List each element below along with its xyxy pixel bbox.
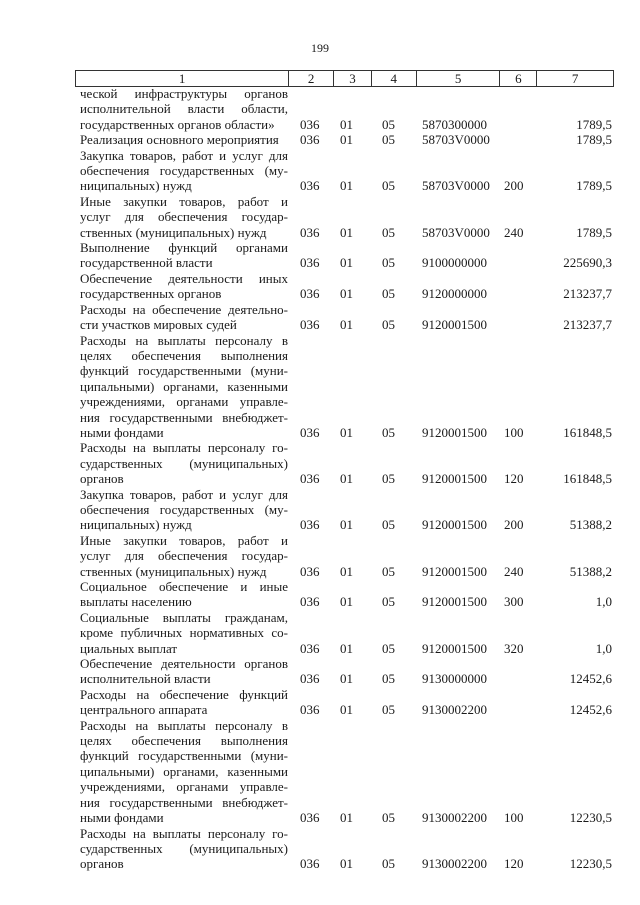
description-line: услуг для обеспечения государ- xyxy=(80,548,288,564)
target-article-code: 9120000000 xyxy=(422,286,487,302)
target-article-code: 58703V0000 xyxy=(422,178,490,194)
target-article-code: 9120001500 xyxy=(422,424,487,440)
header-col-2: 2 xyxy=(289,71,334,86)
description-line: Расходы на выплаты персоналу в xyxy=(80,717,288,733)
subsection-code: 05 xyxy=(382,594,395,610)
table-row xyxy=(0,826,640,872)
expense-type-code: 120 xyxy=(504,856,524,872)
expense-type-code: 300 xyxy=(504,594,524,610)
description-line: органов xyxy=(80,471,124,487)
ministry-code: 036 xyxy=(300,856,320,872)
section-code: 01 xyxy=(340,286,353,302)
description-line: Расходы на выплаты персоналу го- xyxy=(80,825,288,841)
expense-type-code: 100 xyxy=(504,424,524,440)
section-code: 01 xyxy=(340,594,353,610)
description-line: ными фондами xyxy=(80,424,164,440)
target-article-code: 9120001500 xyxy=(422,563,487,579)
expense-type-code: 200 xyxy=(504,178,524,194)
target-article-code: 9130002200 xyxy=(422,702,487,718)
target-article-code: 9120001500 xyxy=(422,471,487,487)
amount: 161848,5 xyxy=(563,424,612,440)
row-description xyxy=(80,533,288,579)
row-description xyxy=(80,132,288,147)
table-row xyxy=(0,333,640,441)
ministry-code: 036 xyxy=(300,116,320,132)
row-description xyxy=(80,487,288,533)
section-code: 01 xyxy=(340,671,353,687)
row-description xyxy=(80,656,288,687)
description-line: Закупка товаров, работ и услуг для xyxy=(80,486,288,502)
amount: 1789,5 xyxy=(576,178,612,194)
ministry-code: 036 xyxy=(300,517,320,533)
description-line: учреждениями, органами управле- xyxy=(80,779,288,795)
description-line: учреждениями, органами управле- xyxy=(80,394,288,410)
amount: 12230,5 xyxy=(569,810,612,826)
ministry-code: 036 xyxy=(300,563,320,579)
description-line: ния государственными внебюджет- xyxy=(80,409,288,425)
ministry-code: 036 xyxy=(300,255,320,271)
expense-type-code: 200 xyxy=(504,517,524,533)
amount: 51388,2 xyxy=(569,517,612,533)
target-article-code: 9120001500 xyxy=(422,517,487,533)
ministry-code: 036 xyxy=(300,640,320,656)
description-line: Расходы на выплаты персоналу в xyxy=(80,332,288,348)
subsection-code: 05 xyxy=(382,424,395,440)
description-line: Реализация основного мероприятия xyxy=(80,132,279,148)
description-line: обеспечения государственных (му- xyxy=(80,163,288,179)
amount: 213237,7 xyxy=(563,317,612,333)
ministry-code: 036 xyxy=(300,594,320,610)
row-description xyxy=(80,826,288,872)
ministry-code: 036 xyxy=(300,471,320,487)
description-line: Социальное обеспечение и иные xyxy=(80,579,288,594)
subsection-code: 05 xyxy=(382,640,395,656)
target-article-code: 58703V0000 xyxy=(422,224,490,240)
description-line: кроме публичных нормативных со- xyxy=(80,625,288,641)
section-code: 01 xyxy=(340,224,353,240)
description-line: Расходы на обеспечение функций xyxy=(80,686,288,702)
description-line: циальных выплат xyxy=(80,640,178,656)
section-code: 01 xyxy=(340,702,353,718)
amount: 1789,5 xyxy=(576,224,612,240)
expense-type-code: 240 xyxy=(504,224,524,240)
description-line: ципальными) органами, казенными xyxy=(80,378,288,394)
target-article-code: 9130002200 xyxy=(422,810,487,826)
table-row xyxy=(0,656,640,687)
amount: 12452,6 xyxy=(569,702,612,718)
amount: 1789,5 xyxy=(576,116,612,132)
table-row xyxy=(0,240,640,271)
target-article-code: 9120001500 xyxy=(422,640,487,656)
section-code: 01 xyxy=(340,132,353,148)
description-line: ственных (муниципальных) нужд xyxy=(80,224,267,240)
description-line: Иные закупки товаров, работ и xyxy=(80,532,288,548)
description-line: Иные закупки товаров, работ и xyxy=(80,193,288,209)
description-line: ния государственными внебюджет- xyxy=(80,794,288,810)
subsection-code: 05 xyxy=(382,471,395,487)
section-code: 01 xyxy=(340,471,353,487)
description-line: сти участков мировых судей xyxy=(80,317,237,333)
table-row xyxy=(0,132,640,147)
description-line: Закупка товаров, работ и услуг для xyxy=(80,147,288,163)
row-description xyxy=(80,687,288,718)
amount: 1789,5 xyxy=(576,132,612,148)
row-description xyxy=(80,240,288,271)
subsection-code: 05 xyxy=(382,255,395,271)
description-line: сударственных (муниципальных) xyxy=(80,840,288,856)
row-description xyxy=(80,271,288,302)
expense-type-code: 120 xyxy=(504,471,524,487)
amount: 12230,5 xyxy=(569,856,612,872)
description-line: обеспечения государственных (му- xyxy=(80,501,288,517)
amount: 161848,5 xyxy=(563,471,612,487)
amount: 213237,7 xyxy=(563,286,612,302)
description-line: государственных органов xyxy=(80,286,222,302)
description-line: Обеспечение деятельности органов xyxy=(80,656,288,672)
subsection-code: 05 xyxy=(382,178,395,194)
subsection-code: 05 xyxy=(382,671,395,687)
row-description xyxy=(80,148,288,194)
ministry-code: 036 xyxy=(300,132,320,148)
header-col-6: 6 xyxy=(500,71,537,86)
header-col-7: 7 xyxy=(571,71,579,86)
description-line: Расходы на выплаты персоналу го- xyxy=(80,440,288,456)
target-article-code: 5870300000 xyxy=(422,116,487,132)
description-line: услуг для обеспечения государ- xyxy=(80,209,288,225)
header-col-4: 4 xyxy=(372,71,417,86)
table-row xyxy=(0,271,640,302)
section-code: 01 xyxy=(340,116,353,132)
row-description xyxy=(80,718,288,826)
table-row xyxy=(0,194,640,240)
table-row xyxy=(0,487,640,533)
target-article-code: 9120001500 xyxy=(422,594,487,610)
description-line: исполнительной власти xyxy=(80,671,211,687)
subsection-code: 05 xyxy=(382,317,395,333)
description-line: центрального аппарата xyxy=(80,702,208,718)
section-code: 01 xyxy=(340,255,353,271)
target-article-code: 9130002200 xyxy=(422,856,487,872)
amount: 51388,2 xyxy=(569,563,612,579)
subsection-code: 05 xyxy=(382,810,395,826)
table-row xyxy=(0,440,640,486)
header-col-3: 3 xyxy=(334,71,372,86)
ministry-code: 036 xyxy=(300,702,320,718)
description-line: ственных (муниципальных) нужд xyxy=(80,563,267,579)
section-code: 01 xyxy=(340,810,353,826)
subsection-code: 05 xyxy=(382,517,395,533)
description-line: выплаты населению xyxy=(80,594,192,610)
description-line: ципальными) органами, казенными xyxy=(80,763,288,779)
description-line: функций государственными (муни- xyxy=(80,363,288,379)
amount: 225690,3 xyxy=(563,255,612,271)
section-code: 01 xyxy=(340,424,353,440)
section-code: 01 xyxy=(340,178,353,194)
section-code: 01 xyxy=(340,856,353,872)
subsection-code: 05 xyxy=(382,563,395,579)
description-line: Обеспечение деятельности иных xyxy=(80,270,288,286)
description-line: сударственных (муниципальных) xyxy=(80,455,288,471)
table-row xyxy=(0,148,640,194)
expense-type-code: 100 xyxy=(504,810,524,826)
expense-type-code: 240 xyxy=(504,563,524,579)
row-description xyxy=(80,194,288,240)
expense-type-code: 320 xyxy=(504,640,524,656)
description-line: ческой инфраструктуры органов xyxy=(80,86,288,101)
description-line: ными фондами xyxy=(80,810,164,826)
ministry-code: 036 xyxy=(300,224,320,240)
section-code: 01 xyxy=(340,317,353,333)
description-line: исполнительной власти области, xyxy=(80,101,288,117)
table-row xyxy=(0,687,640,718)
row-description xyxy=(80,610,288,656)
header-col-1: 1 xyxy=(76,71,289,86)
ministry-code: 036 xyxy=(300,317,320,333)
description-line: органов xyxy=(80,856,124,872)
ministry-code: 036 xyxy=(300,810,320,826)
amount: 1,0 xyxy=(595,594,612,610)
subsection-code: 05 xyxy=(382,132,395,148)
table-body xyxy=(0,86,640,872)
section-code: 01 xyxy=(340,640,353,656)
amount: 12452,6 xyxy=(569,671,612,687)
description-line: целях обеспечения выполнения xyxy=(80,733,288,749)
table-header-row xyxy=(75,70,614,87)
subsection-code: 05 xyxy=(382,856,395,872)
header-col-5: 5 xyxy=(417,71,501,86)
ministry-code: 036 xyxy=(300,178,320,194)
description-line: ниципальных) нужд xyxy=(80,178,192,194)
row-description xyxy=(80,302,288,333)
description-line: целях обеспечения выполнения xyxy=(80,347,288,363)
table-row xyxy=(0,718,640,826)
page-number: 199 xyxy=(311,41,329,55)
target-article-code: 9120001500 xyxy=(422,317,487,333)
subsection-code: 05 xyxy=(382,116,395,132)
amount: 1,0 xyxy=(595,640,612,656)
description-line: функций государственными (муни- xyxy=(80,748,288,764)
description-line: ниципальных) нужд xyxy=(80,517,192,533)
subsection-code: 05 xyxy=(382,702,395,718)
subsection-code: 05 xyxy=(382,286,395,302)
target-article-code: 58703V0000 xyxy=(422,132,490,148)
section-code: 01 xyxy=(340,517,353,533)
description-line: государственной власти xyxy=(80,255,213,271)
section-code: 01 xyxy=(340,563,353,579)
table-row xyxy=(0,610,640,656)
description-line: государственных органов области» xyxy=(80,116,275,132)
row-description xyxy=(80,579,288,610)
ministry-code: 036 xyxy=(300,671,320,687)
row-description xyxy=(80,440,288,486)
ministry-code: 036 xyxy=(300,286,320,302)
description-line: Социальные выплаты гражданам, xyxy=(80,609,288,625)
ministry-code: 036 xyxy=(300,424,320,440)
row-description xyxy=(80,86,288,132)
table-row xyxy=(0,302,640,333)
target-article-code: 9100000000 xyxy=(422,255,487,271)
row-description xyxy=(80,333,288,441)
description-line: Расходы на обеспечение деятельно- xyxy=(80,301,288,317)
table-row xyxy=(0,533,640,579)
target-article-code: 9130000000 xyxy=(422,671,487,687)
table-row xyxy=(0,579,640,610)
table-row xyxy=(0,86,640,132)
subsection-code: 05 xyxy=(382,224,395,240)
description-line: Выполнение функций органами xyxy=(80,240,288,256)
